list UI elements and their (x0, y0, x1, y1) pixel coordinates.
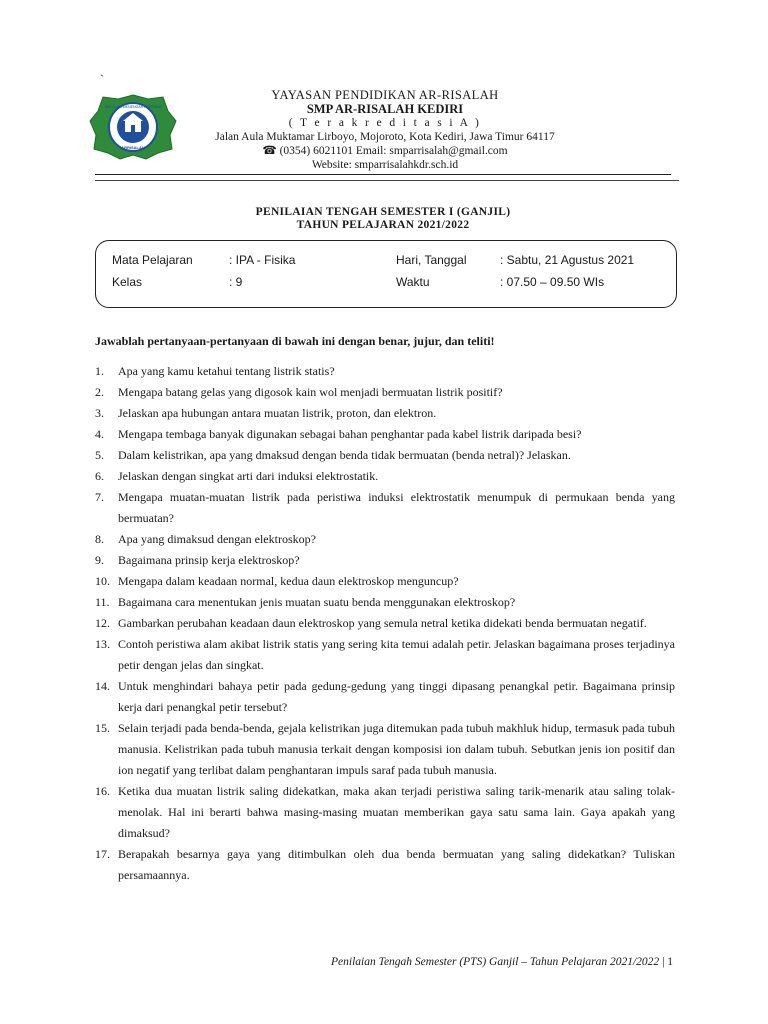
question-item (95, 529, 675, 550)
stray-mark: ` (100, 72, 104, 86)
question-number: 10. (95, 574, 110, 588)
school-logo (88, 93, 178, 161)
question-number: 14. (95, 679, 110, 693)
date-value: : Sabtu, 21 Agustus 2021 (500, 253, 635, 267)
question-number: 7. (95, 490, 104, 504)
question-item (95, 361, 675, 382)
foundation-name: YAYASAN PENDIDIKAN AR-RISALAH (271, 88, 499, 102)
subject-value: : IPA - Fisika (229, 253, 296, 267)
time-value: : 07.50 – 09.50 WIs (500, 275, 605, 289)
question-number: 2. (95, 385, 104, 399)
question-item (95, 466, 675, 487)
question-text: Berapakah besarnya gaya yang ditimbulkan oleh dua benda bermuatan yang saling didekatkan? Tuliskan persamaannya. (118, 847, 675, 882)
question-text: Apa yang kamu ketahui tentang listrik statis? (118, 364, 335, 378)
question-item (95, 613, 675, 634)
question-text: Dalam kelistrikan, apa yang dmaksud dengan benda tidak bermuatan (benda netral)? Jelaskan. (118, 448, 571, 462)
question-text: Untuk menghindari bahaya petir pada gedung-gedung yang tinggi dipasang penangkal petir. Bagaimana prinsip kerja dari penangkal petir tersebut? (118, 679, 675, 714)
question-text: Jelaskan dengan singkat arti dari induksi elektrostatik. (118, 469, 379, 483)
time-label: Waktu (396, 275, 430, 289)
exam-title-line1: PENILAIAN TENGAH SEMESTER I (GANJIL) (255, 206, 511, 218)
question-text: Selain terjadi pada benda-benda, gejala kelistrikan juga ditemukan pada tubuh makhluk hidup, termasuk pada tubuh manusia. Kelistrikan pada tubuh manusia terkait dengan komposisi ion dalam tubuh. Sebutkan jenis ion positif dan ion negatif yang terlibat dalam penghantaran impuls saraf pada tubuh manusia. (118, 721, 675, 777)
question-item (95, 445, 675, 466)
question-item (95, 634, 675, 676)
question-item (95, 781, 675, 844)
question-item (95, 487, 675, 529)
page-number: | 1 (662, 956, 673, 968)
question-number: 3. (95, 406, 104, 420)
question-number: 12. (95, 616, 110, 630)
question-number: 11. (95, 595, 110, 609)
question-number: 13. (95, 637, 110, 651)
school-contact: ☎ (0354) 6021101 Email: smparrisalah@gmail.com (262, 145, 508, 157)
question-text: Contoh peristiwa alam akibat listrik statis yang sering kita temui adalah petir. Jelaskan bagaimana proses terjadinya petir dengan jelas dan singkat. (118, 637, 675, 672)
question-item (95, 424, 675, 445)
class-value: : 9 (229, 275, 243, 289)
exam-title-line2: TAHUN PELAJARAN 2021/2022 (296, 219, 470, 231)
question-text: Bagaimana cara menentukan jenis muatan suatu benda menggunakan elektroskop? (118, 595, 516, 609)
question-item (95, 550, 675, 571)
accreditation: ( T e r a k r e d i t a s i A ) (288, 117, 482, 129)
question-number: 15. (95, 721, 110, 735)
question-text: Mengapa batang gelas yang digosok kain wol menjadi bermuatan listrik positif? (118, 385, 503, 399)
date-label: Hari, Tanggal (396, 253, 467, 267)
exam-info-box (95, 240, 677, 308)
question-text: Ketika dua muatan listrik saling didekatkan, maka akan terjadi peristiwa saling tarik-menarik atau saling tolak-menolak. Hal ini berarti bahwa masing-masing muatan memberikan gaya satu sama lain. Gaya apakah yang dimaksud? (118, 784, 675, 840)
page-footer (331, 956, 673, 968)
question-text: Mengapa tembaga banyak digunakan sebagai bahan penghantar pada kabel listrik daripada besi? (118, 427, 582, 441)
school-address: Jalan Aula Muktamar Lirboyo, Mojoroto, Kota Kediri, Jawa Timur 64117 (215, 131, 555, 143)
question-item (95, 718, 675, 781)
question-text: Mengapa muatan-muatan listrik pada peristiwa induksi elektrostatik menumpuk di permukaan benda yang bermuatan? (118, 490, 675, 525)
letterhead-divider-thick (95, 174, 671, 175)
question-item (95, 676, 675, 718)
question-number: 4. (95, 427, 104, 441)
footer-text: Penilaian Tengah Semester (PTS) Ganjil – Tahun Pelajaran 2021/2022 (331, 956, 660, 968)
question-text: Bagaimana prinsip kerja elektroskop? (118, 553, 300, 567)
question-text: Apa yang dimaksud dengan elektroskop? (118, 532, 316, 546)
question-text: Mengapa dalam keadaan normal, kedua daun elektroskop menguncup? (118, 574, 459, 588)
question-list (95, 361, 675, 886)
school-website: Website: smparrisalahkdr.sch.id (311, 159, 459, 171)
class-label: Kelas (112, 275, 143, 289)
question-number: 17. (95, 847, 110, 861)
question-number: 6. (95, 469, 104, 483)
question-number: 8. (95, 532, 104, 546)
subject-label: Mata Pelajaran (112, 253, 193, 267)
exam-title (95, 206, 671, 232)
logo-text-top: SEKOLAH MENENGAH PERTAMA (104, 105, 162, 109)
question-number: 9. (95, 553, 104, 567)
question-text: Jelaskan apa hubungan antara muatan listrik, proton, dan elektron. (118, 406, 437, 420)
question-item (95, 403, 675, 424)
question-item (95, 571, 675, 592)
letterhead (180, 88, 590, 172)
logo-text-bottom: ARRISALAH (121, 145, 145, 150)
question-number: 5. (95, 448, 104, 462)
question-item (95, 592, 675, 613)
school-name: SMP AR-RISALAH KEDIRI (306, 102, 464, 116)
question-item (95, 844, 675, 886)
letterhead-divider-thin (95, 180, 679, 181)
instruction: Jawablah pertanyaan-pertanyaan di bawah ini dengan benar, jujur, dan teliti! (95, 334, 495, 348)
question-number: 16. (95, 784, 110, 798)
question-item (95, 382, 675, 403)
question-number: 1. (95, 364, 104, 378)
question-text: Gambarkan perubahan keadaan daun elektroskop yang semula netral ketika didekati benda bermuatan negatif. (118, 616, 647, 630)
